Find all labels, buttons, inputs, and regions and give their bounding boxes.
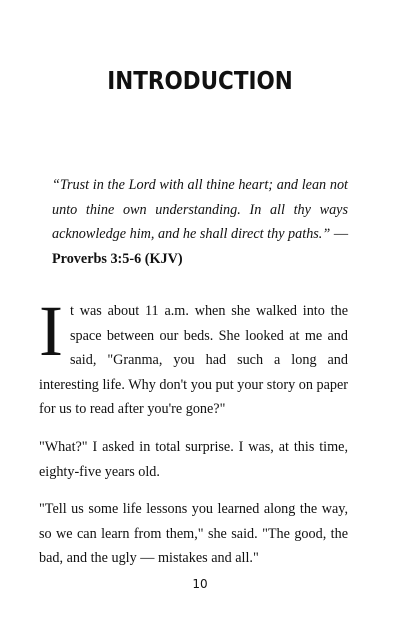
paragraph-2: "What?" I asked in total surprise. I was, at this time, eighty-five years old. xyxy=(39,438,348,480)
paragraph-1-text: t was about 11 a.m. when she walked into the space between our beds. She looked at me and said, "Granma, you had such a long and interesting life. Why don't you put your story on paper for us to read after you're gone?" xyxy=(39,303,348,418)
chapter-title: INTRODUCTION xyxy=(107,66,293,95)
paragraph-1 xyxy=(39,291,348,422)
drop-cap: I xyxy=(39,291,63,371)
epigraph xyxy=(52,173,348,271)
epigraph-dash: — xyxy=(330,226,349,242)
page-number: 10 xyxy=(192,577,208,591)
epigraph-quote: “Trust in the Lord with all thine heart; and lean not unto thine own understanding. In all thy ways acknowledge him, and he shall direct thy paths.” xyxy=(52,177,348,242)
paragraph-3: "Tell us some life lessons you learned along the way, so we can learn from them," she said. "The good, the bad, and the ugly — mistakes and all." xyxy=(39,501,348,567)
body-text xyxy=(39,291,348,584)
epigraph-citation: Proverbs 3:5-6 (KJV) xyxy=(52,250,183,267)
